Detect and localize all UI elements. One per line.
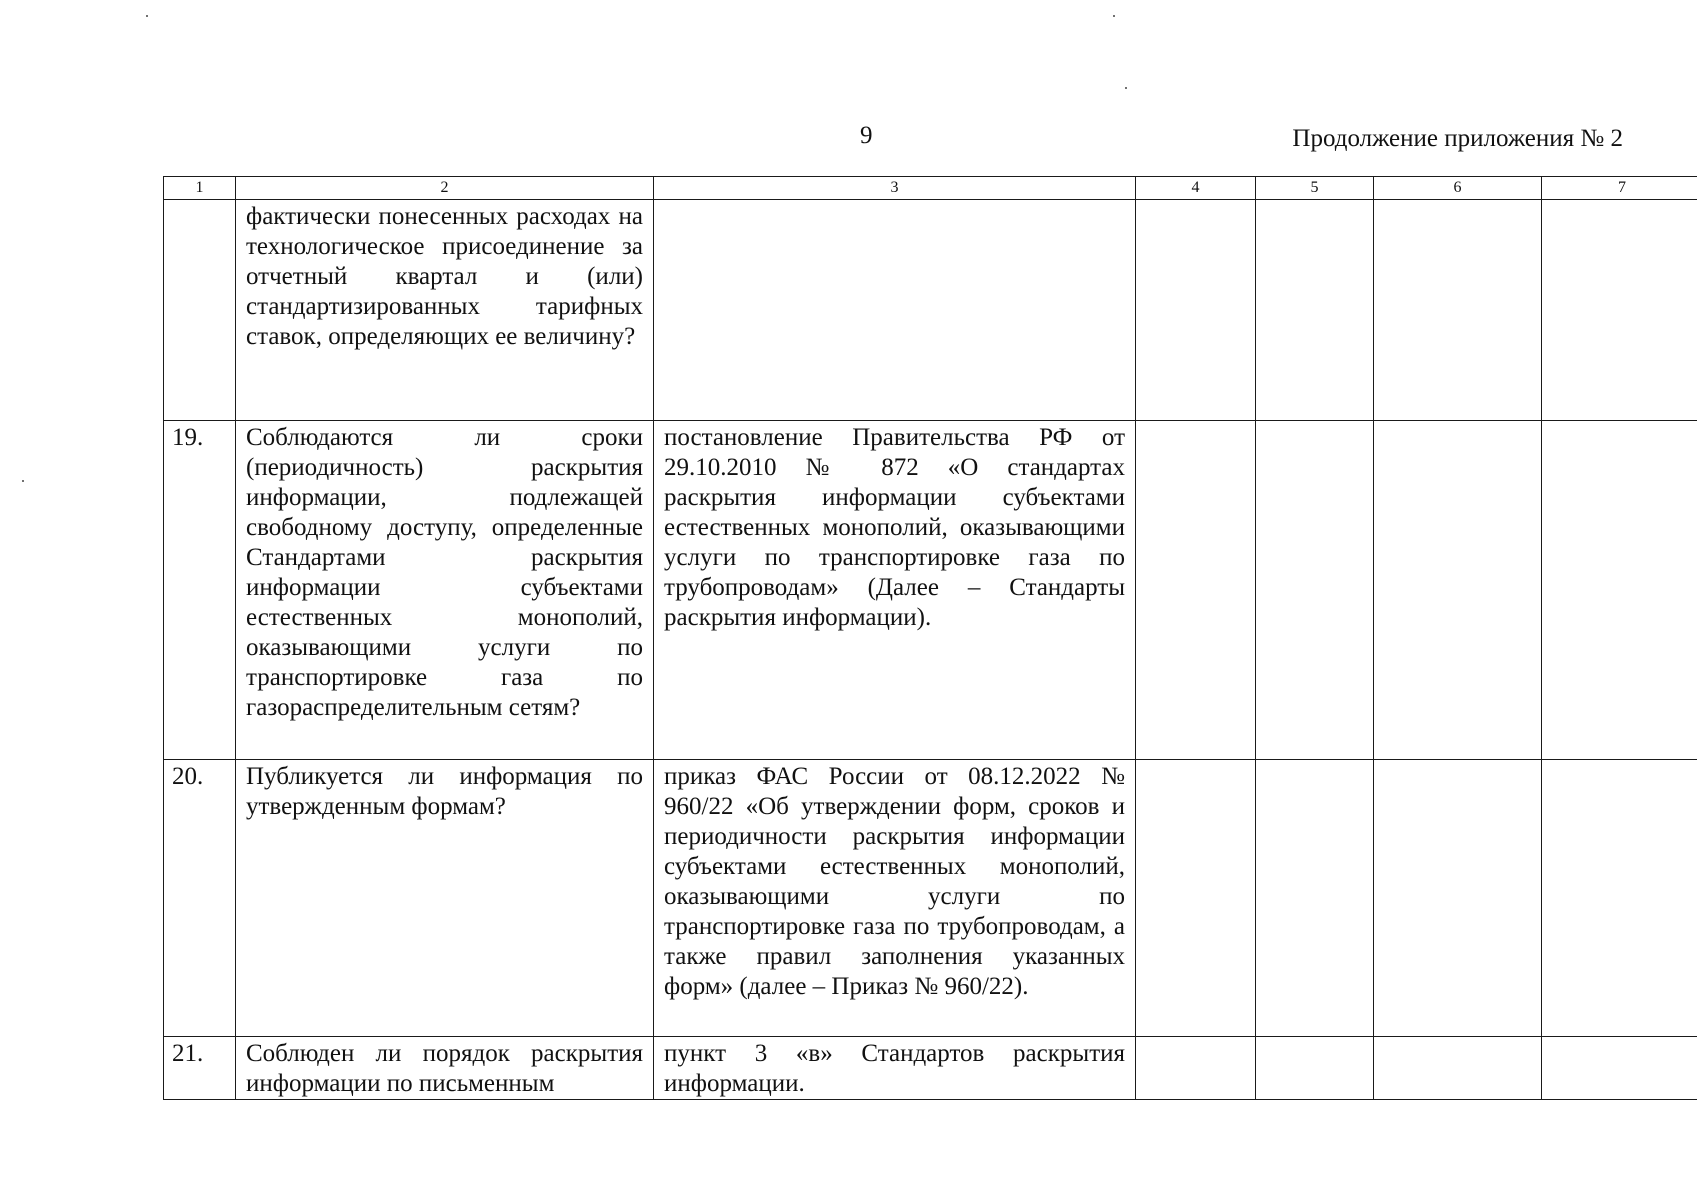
empty-cell bbox=[1374, 200, 1542, 421]
empty-cell bbox=[1136, 421, 1256, 760]
table-row bbox=[164, 760, 1697, 1037]
row-number: 19. bbox=[164, 421, 236, 760]
column-header: 1 bbox=[164, 177, 236, 200]
appendix-continuation-note: Продолжение приложения № 2 bbox=[1292, 125, 1623, 152]
row-number bbox=[164, 200, 236, 421]
empty-cell bbox=[1542, 760, 1697, 1037]
question-text: Соблюден ли порядок раскрытия информации по письменным bbox=[236, 1037, 654, 1100]
column-header: 2 bbox=[236, 177, 654, 200]
empty-cell bbox=[1374, 421, 1542, 760]
table-row bbox=[164, 1037, 1697, 1100]
question-text: фактически понесенных расходах на технологическое присоединение за отчетный квартал и (или) стандартизированных тарифных ставок, определяющих ее величину? bbox=[236, 200, 654, 421]
empty-cell bbox=[1256, 760, 1374, 1037]
legal-basis-text: постановление Правительства РФ от 29.10.2010 № 872 «О стандартах раскрытия информации субъектами естественных монополий, оказывающими услуги по транспортировке газа по трубопроводам» (Далее – Стандарты раскрытия информации). bbox=[654, 421, 1136, 760]
scan-speck bbox=[1113, 15, 1115, 17]
column-header: 7 bbox=[1542, 177, 1697, 200]
question-text: Публикуется ли информация по утвержденным формам? bbox=[236, 760, 654, 1037]
scan-speck bbox=[146, 15, 148, 17]
column-header: 5 bbox=[1256, 177, 1374, 200]
empty-cell bbox=[1256, 421, 1374, 760]
column-header: 3 bbox=[654, 177, 1136, 200]
empty-cell bbox=[1542, 421, 1697, 760]
empty-cell bbox=[1256, 1037, 1374, 1100]
table-row bbox=[164, 421, 1697, 760]
legal-basis-text: пункт 3 «в» Стандартов раскрытия информации. bbox=[654, 1037, 1136, 1100]
empty-cell bbox=[1136, 760, 1256, 1037]
empty-cell bbox=[1136, 200, 1256, 421]
empty-cell bbox=[1542, 1037, 1697, 1100]
question-text: Соблюдаются ли сроки (периодичность) раскрытия информации, подлежащей свободному доступу, определенные Стандартами раскрытия информации субъектами естественных монополий, оказывающими услуги по транспортировке газа по газораспределительным сетям? bbox=[236, 421, 654, 760]
page-number: 9 bbox=[860, 122, 873, 149]
legal-basis-text: приказ ФАС России от 08.12.2022 № 960/22 «Об утверждении форм, сроков и периодичности раскрытия информации субъектами естественных монополий, оказывающими услуги по транспортировке газа по трубопроводам, а также правил заполнения указанных форм» (далее – Приказ № 960/22). bbox=[654, 760, 1136, 1037]
scan-speck bbox=[1125, 87, 1127, 89]
empty-cell bbox=[1256, 200, 1374, 421]
empty-cell bbox=[1136, 1037, 1256, 1100]
column-header: 4 bbox=[1136, 177, 1256, 200]
checklist-table bbox=[163, 176, 1697, 1100]
table-row bbox=[164, 200, 1697, 421]
row-number: 20. bbox=[164, 760, 236, 1037]
legal-basis-text bbox=[654, 200, 1136, 421]
scan-speck bbox=[22, 480, 24, 482]
column-number-row bbox=[164, 177, 1697, 200]
row-number: 21. bbox=[164, 1037, 236, 1100]
empty-cell bbox=[1374, 760, 1542, 1037]
empty-cell bbox=[1542, 200, 1697, 421]
empty-cell bbox=[1374, 1037, 1542, 1100]
column-header: 6 bbox=[1374, 177, 1542, 200]
